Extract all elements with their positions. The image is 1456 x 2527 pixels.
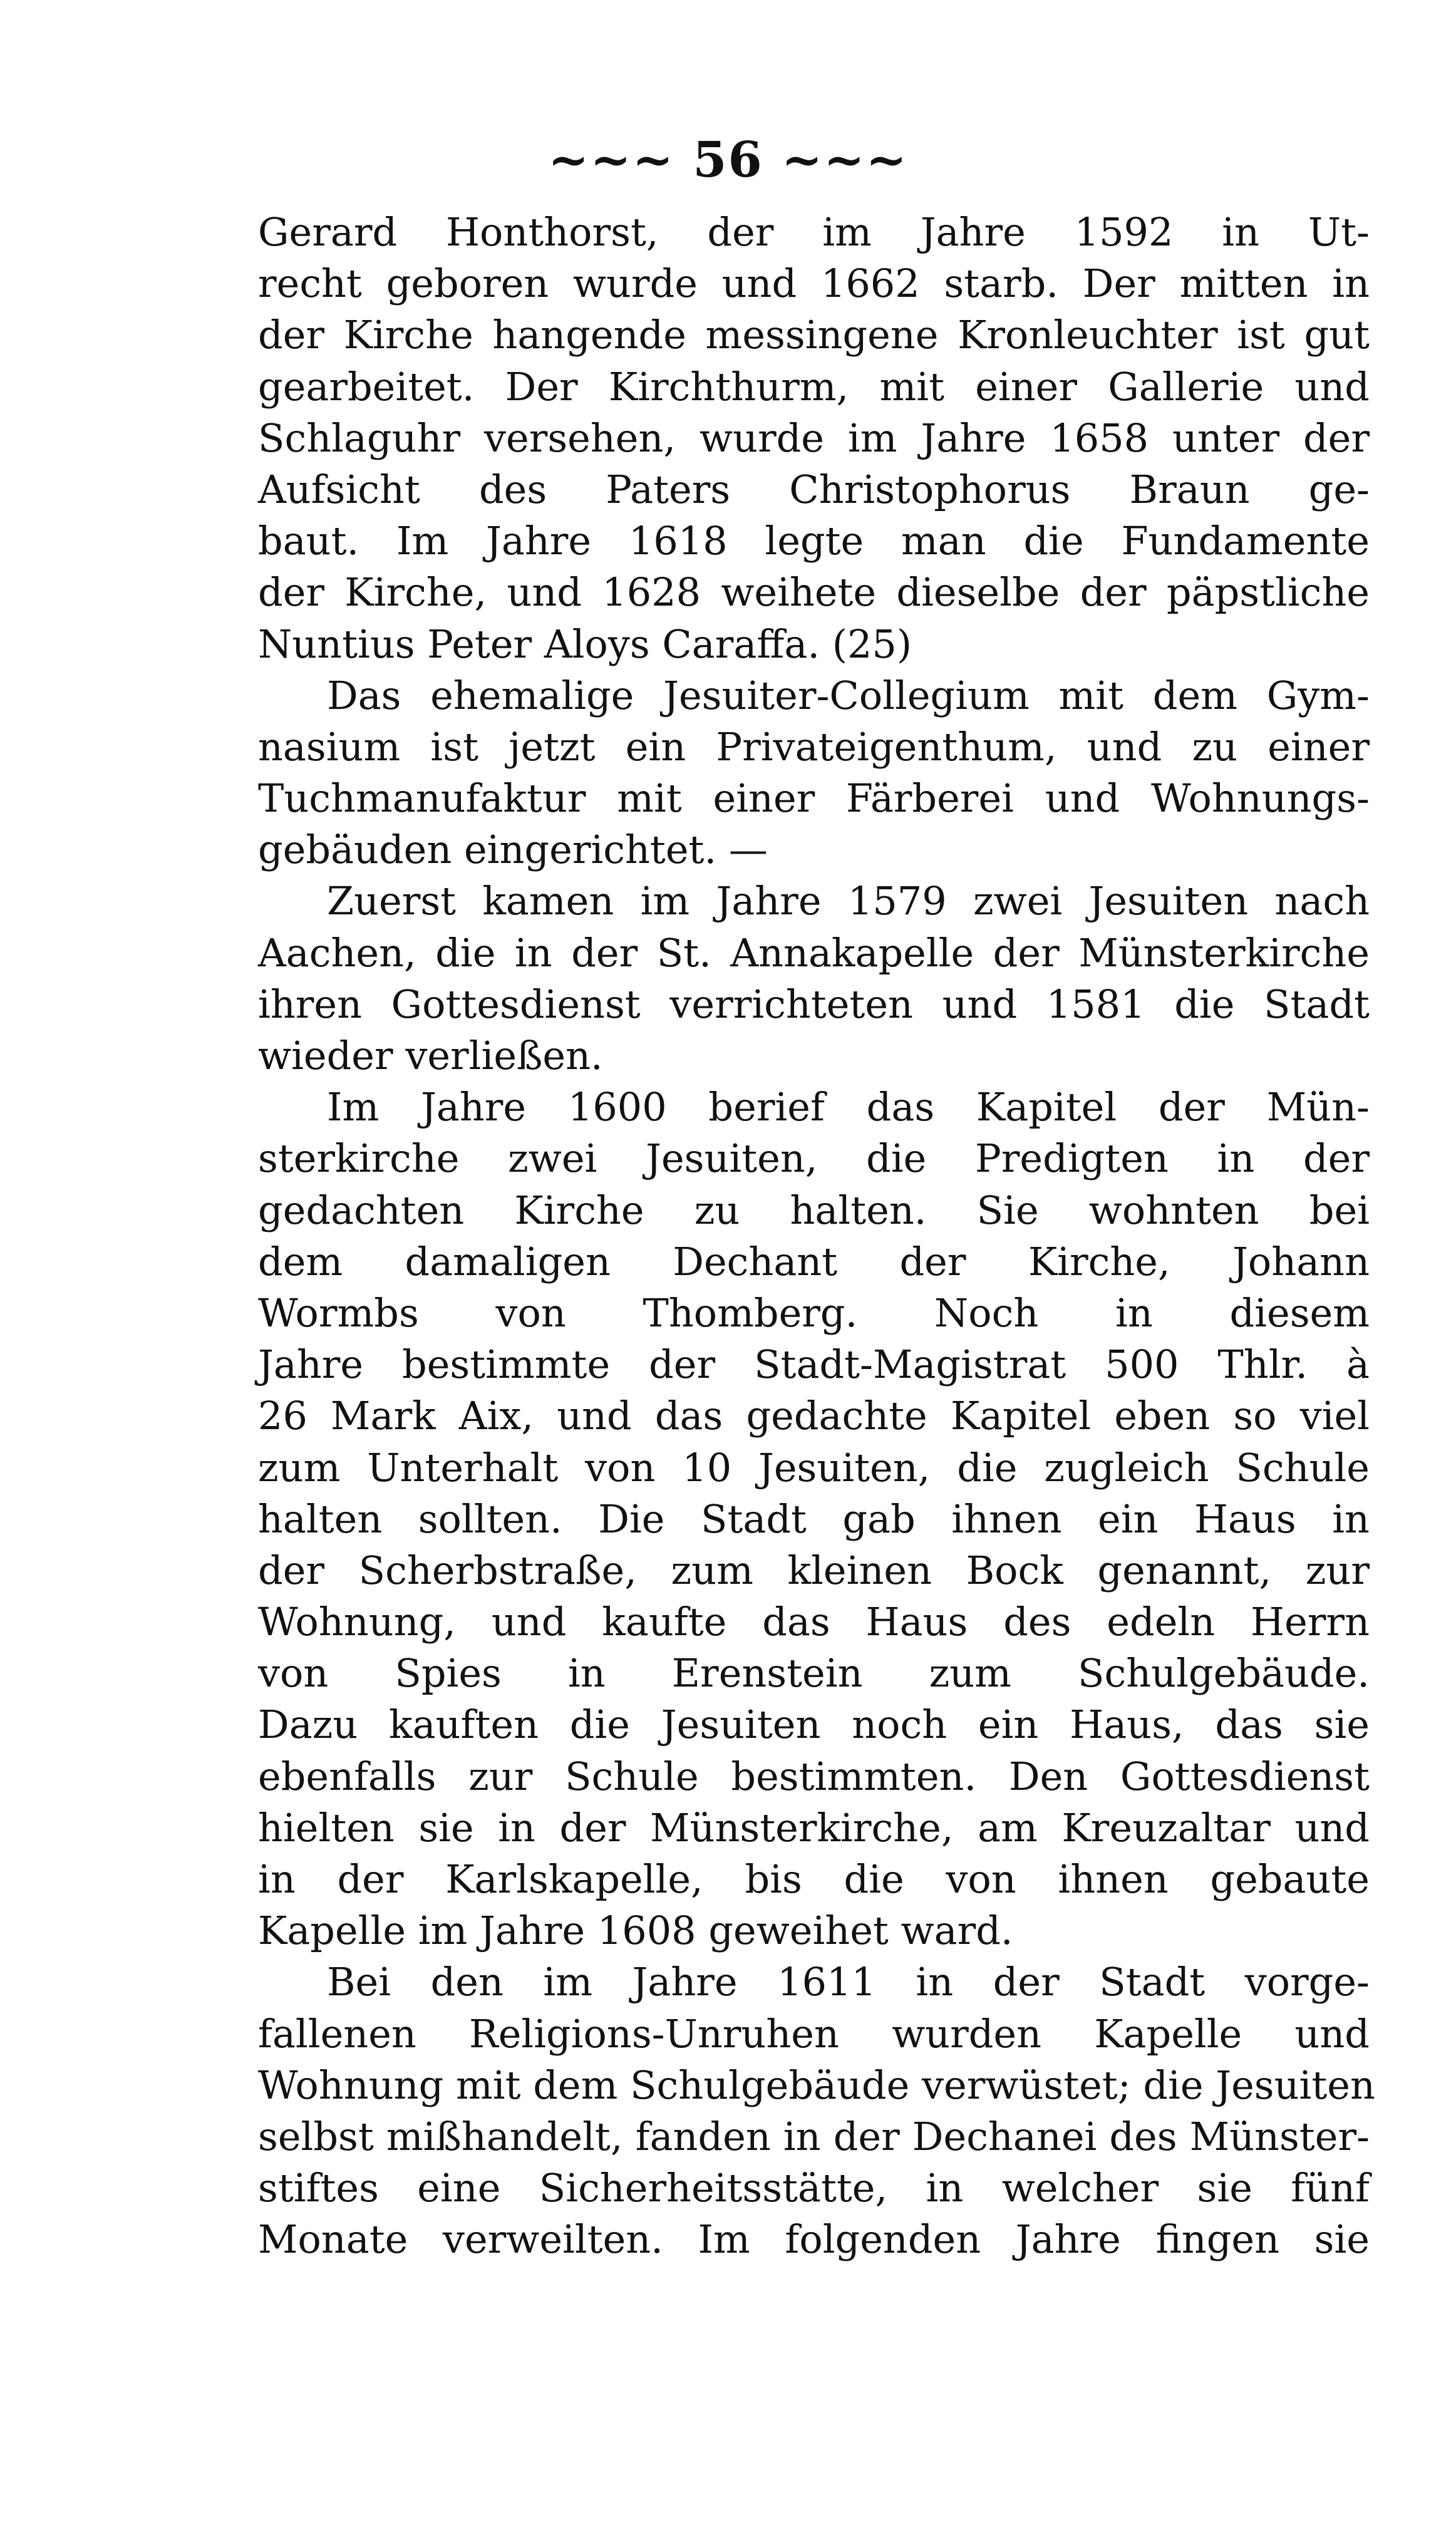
text-line: Wohnung, und kaufte das Haus des edeln Herrn (258, 1599, 1370, 1645)
text-line: der Kirche hangende messingene Kronleuchter ist gut (258, 312, 1370, 358)
text-line: Aachen, die in der St. Annakapelle der Münsterkirche (258, 929, 1370, 976)
text-line: Wormbs von Thomberg. Noch in diesem (258, 1289, 1370, 1336)
text-line: Schlaguhr versehen, wurde im Jahre 1658 unter der (258, 415, 1370, 461)
text-line: Im Jahre 1600 berief das Kapitel der Mün- (327, 1084, 1370, 1130)
text-line: Wohnung mit dem Schulgebäude verwüstet; die Jesuiten (258, 2062, 1375, 2108)
text-line: gebäuden eingerichtet. — (258, 827, 768, 873)
text-line: der Scherbstraße, zum kleinen Bock genannt, zur (258, 1547, 1370, 1593)
text-line: Aufsicht des Paters Christophorus Braun ge- (258, 466, 1370, 512)
text-line: nasium ist jetzt ein Privateigenthum, und zu einer (258, 723, 1370, 770)
text-line: sterkirche zwei Jesuiten, die Predigten in der (258, 1135, 1370, 1182)
text-line: 26 Mark Aix, und das gedachte Kapitel eben so viel (258, 1393, 1370, 1439)
text-line: gearbeitet. Der Kirchthurm, mit einer Gallerie und (258, 363, 1370, 410)
text-line: Dazu kauften die Jesuiten noch ein Haus, das sie (258, 1702, 1370, 1748)
text-line: Das ehemalige Jesuiter-Collegium mit dem Gym- (327, 672, 1370, 718)
text-line: gedachten Kirche zu halten. Sie wohnten bei (258, 1187, 1370, 1233)
text-line: zum Unterhalt von 10 Jesuiten, die zugleich Schule (258, 1444, 1370, 1491)
text-line: Jahre bestimmte der Stadt-Magistrat 500 Thlr. à (258, 1341, 1370, 1388)
text-line: stiftes eine Sicherheitsstätte, in welcher sie fünf (258, 2165, 1370, 2211)
text-line: von Spies in Erenstein zum Schulgebäude. (258, 1650, 1370, 1697)
text-line: wieder verließen. (258, 1033, 603, 1078)
text-line: ihren Gottesdienst verrichteten und 1581 die Stadt (258, 981, 1370, 1027)
text-line: baut. Im Jahre 1618 legte man die Fundamente (258, 518, 1370, 564)
text-line: Zuerst kamen im Jahre 1579 zwei Jesuiten nach (327, 878, 1370, 924)
text-line: Bei den im Jahre 1611 in der Stadt vorge- (327, 1959, 1370, 2005)
text-line: Gerard Honthorst, der im Jahre 1592 in Ut- (258, 209, 1370, 255)
text-line: selbst mißhandelt, fanden in der Dechanei des Münster- (258, 2113, 1370, 2159)
text-line: recht geboren wurde und 1662 starb. Der mitten in (258, 261, 1370, 307)
text-line: der Kirche, und 1628 weihete dieselbe der päpstliche (258, 569, 1370, 616)
body-text (258, 207, 1375, 2266)
text-line: dem damaligen Dechant der Kirche, Johann (258, 1238, 1370, 1284)
text-line: in der Karlskapelle, bis die von ihnen gebaute (258, 1856, 1370, 1902)
text-line: Tuchmanufaktur mit einer Färberei und Wohnungs- (258, 775, 1370, 822)
text-line: Monate verweilten. Im folgenden Jahre fingen sie (258, 2216, 1370, 2263)
page-number-header: ~~~ 56 ~~~ (548, 132, 908, 189)
text-line: ebenfalls zur Schule bestimmten. Den Gottesdienst (258, 1753, 1370, 1799)
text-line: hielten sie in der Münsterkirche, am Kreuzaltar und (258, 1804, 1370, 1851)
text-line: Nuntius Peter Aloys Caraffa. (25) (258, 621, 912, 667)
text-line: Kapelle im Jahre 1608 geweihet ward. (258, 1908, 1013, 1954)
text-line: halten sollten. Die Stadt gab ihnen ein Haus in (258, 1496, 1370, 1542)
text-line: fallenen Religions-Unruhen wurden Kapelle und (258, 2010, 1370, 2057)
